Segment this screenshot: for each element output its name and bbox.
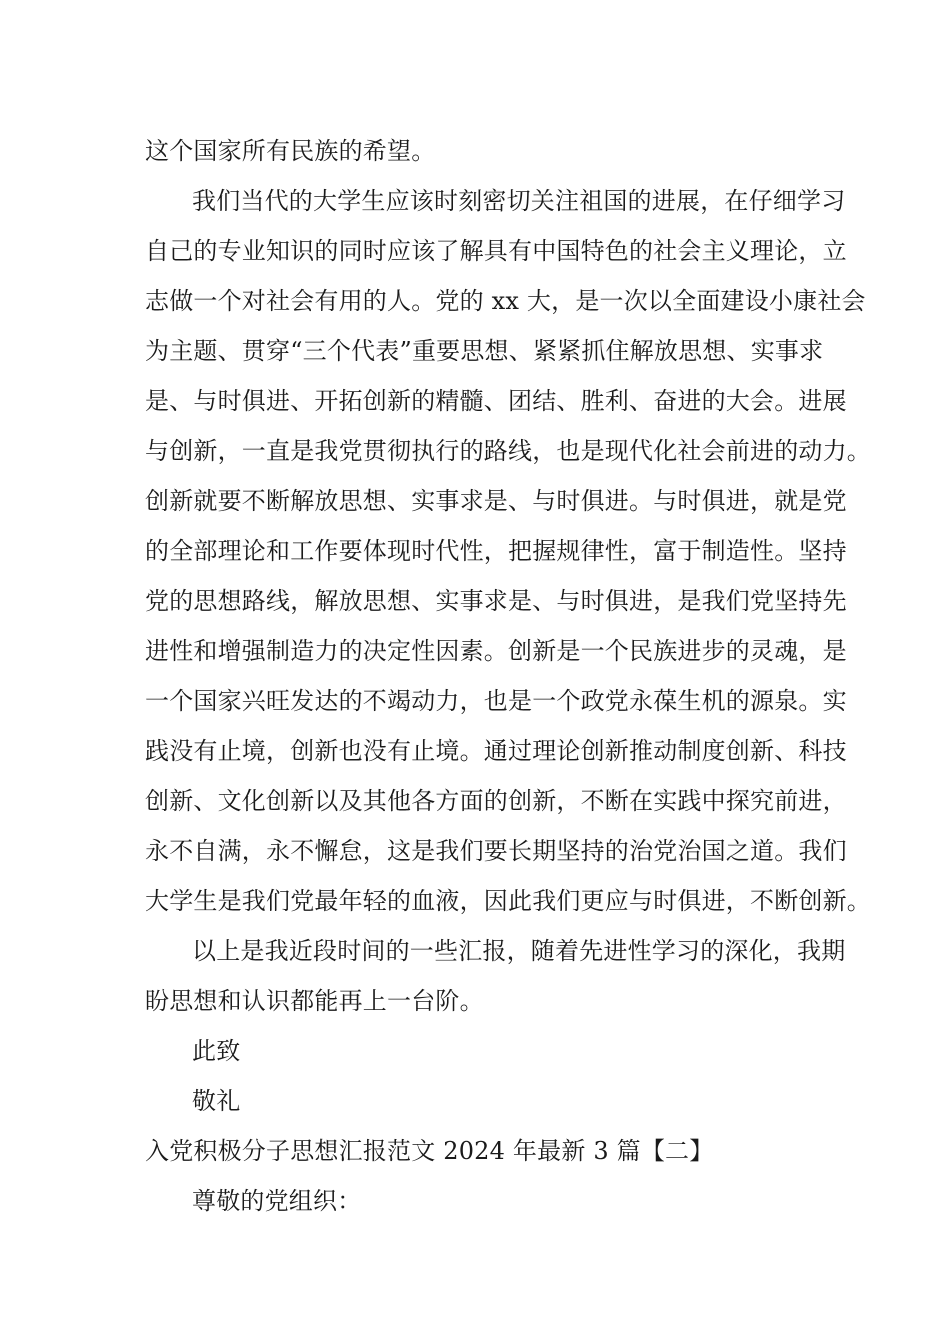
paragraph-line-13: 践没有止境，创新也没有止境。通过理论创新推动制度创新、科技 [145,737,847,765]
paragraph-line-2: 我们当代的大学生应该时刻密切关注祖国的进展，在仔细学习 [192,187,846,215]
paragraph-line-5: 为主题、贯穿“三个代表”重要思想、紧紧抓住解放思想、实事求 [145,337,824,365]
greeting-line: 尊敬的党组织： [192,1187,362,1215]
paragraph-line-15: 永不自满，永不懈怠，这是我们要长期坚持的治党治国之道。我们 [145,837,847,865]
paragraph-line-9: 的全部理论和工作要体现时代性，把握规律性，富于制造性。坚持 [145,537,847,565]
paragraph-line-8: 创新就要不断解放思想、实事求是、与时俱进。与时俱进，就是党 [145,487,847,515]
paragraph-line-6: 是、与时俱进、开拓创新的精髓、团结、胜利、奋进的大会。进展 [145,387,847,415]
paragraph-line-12: 一个国家兴旺发达的不竭动力，也是一个政党永葆生机的源泉。实 [145,687,847,715]
paragraph-line-4: 志做一个对社会有用的人。党的 xx 大，是一次以全面建设小康社会 [145,287,866,315]
section-heading: 入党积极分子思想汇报范文 2024 年最新 3 篇【二】 [145,1137,714,1165]
closing-regards: 敬礼 [192,1087,241,1115]
paragraph-line-18: 盼思想和认识都能再上一台阶。 [145,987,484,1015]
paragraph-line-10: 党的思想路线，解放思想、实事求是、与时俱进，是我们党坚持先 [145,587,847,615]
paragraph-line-16: 大学生是我们党最年轻的血液，因此我们更应与时俱进，不断创新。 [145,887,871,915]
paragraph-line-14: 创新、文化创新以及其他各方面的创新，不断在实践中探究前进， [145,787,847,815]
paragraph-line-7: 与创新，一直是我党贯彻执行的路线，也是现代化社会前进的动力。 [145,437,871,465]
paragraph-line-11: 进性和增强制造力的决定性因素。创新是一个民族进步的灵魂，是 [145,637,847,665]
paragraph-line-17: 以上是我近段时间的一些汇报，随着先进性学习的深化，我期 [192,937,846,965]
paragraph-line-3: 自己的专业知识的同时应该了解具有中国特色的社会主义理论，立 [145,237,847,265]
closing-salutation: 此致 [192,1037,241,1065]
paragraph-line-1: 这个国家所有民族的希望。 [145,137,436,165]
